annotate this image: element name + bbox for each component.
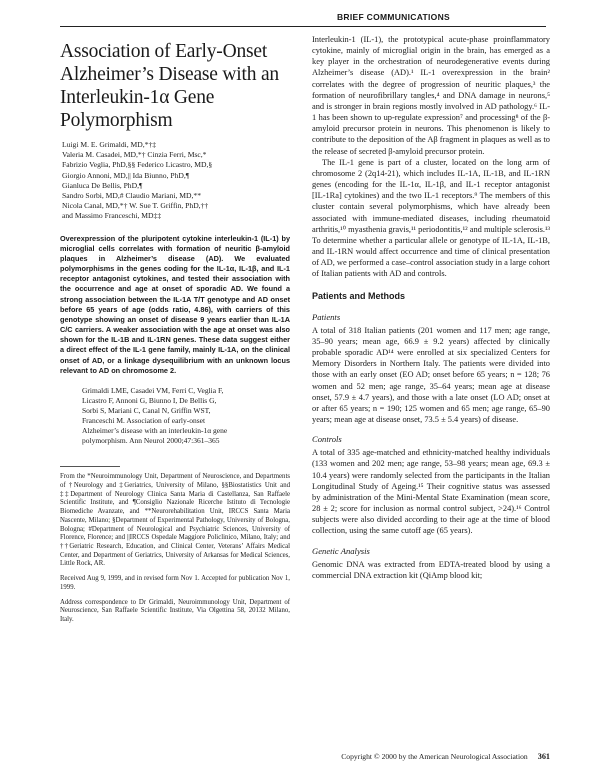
- abstract: Overexpression of the pluripotent cytokine interleukin-1 (IL-1) by microglial cells correlates with formation of neuritic β-amyloid plaques in Alzheimer’s disease (AD). We evaluated polymorphisms in the genes coding for the IL-1α, IL-1β, and IL-1 receptor antagonist cytokines, and tested their association with the occurrence and age at onset of sporadic AD. We found a strong association between the IL-1A T/T genotype and AD onset before 65 years of age (odds ratio, 4.86), with carriers of this genotype showing an onset of disease 9 years earlier than IL-1A C/C carriers. A weaker association with the age at onset was also shown for the IL-1B and IL-1RN genes. These data suggest either a direct effect of the IL-1 gene family, mainly IL-1A, on the clinical onset of AD, or a linkage dysequilibrium with an unknown locus relevant to AD on chromosome 2.: [60, 233, 290, 375]
- footnote-rule: [60, 466, 120, 467]
- patients-paragraph: A total of 318 Italian patients (201 women and 117 men; age range, 35–90 years; mean age, 66.9 ± 9.2 years) affected by clinically probable sporadic AD¹⁴ were enrolled at six specialized Centers for Memory Disorders in Northern Italy. The patients were divided into those with an early onset (EO AD; onset before 65 years; n = 128; 76 women and 52 men; age range, 35–64 years; mean age at disease onset, 57.9 ± 4.7 years), and those with a late onset (LO AD; onset at or after 65 years; n = 190; 125 women and 65 men; age range, 65–90 years; mean age at disease onset, 73.5 ± 5.4 years) of disease.: [312, 325, 550, 424]
- intro-paragraph: Interleukin-1 (IL-1), the prototypical acute-phase proinflammatory cytokine, mainly of microglial origin in the brain, has emerged as a key player in the orchestration of neurodegenerative events during Alzheimer’s disease (AD).¹ IL-1 overexpression in the brain² correlates with the degree of progression of neuritic plaques,³ the formation of neurofibrillary tangles,⁴ and DNA damage in neurons,⁵ and is stronger in brain regions mostly involved in AD pathology.⁶ IL-1 has been shown to up-regulate expression⁷ and processing⁸ of the β-amyloid precursor protein in neurons. This phenomenon is likely to contribute to the deposition of the Aβ fragment in plaques as well as to the release of secreted β-amyloid precursor protein.: [312, 35, 550, 156]
- correspondence-footnote: Address correspondence to Dr Grimaldi, Neuroimmunology Unit, Department of Neuroscience, San Raffaele Scientific Institute, Via Olgettina 58, 20132 Milano, Italy.: [60, 598, 290, 623]
- subsection-heading: Genetic Analysis: [312, 545, 370, 556]
- controls-paragraph: A total of 335 age-matched and ethnicity-matched healthy individuals (133 women and 202 men; age range, 53–98 years; mean age, 69.3 ± 10.4 years) were randomly selected from the participants in the Italian Longitudinal Study of Ageing.¹⁵ Their cognitive status was assessed by administration of the Mini-Mental State Examination (mean score, 28 ± 2; score for inclusion as normal control subject, >24).¹⁶ Control subjects were also divided according to their age at the time of blood collection, using the same cutoff age (65 years).: [312, 448, 550, 536]
- author-line: Luigi M. E. Grimaldi, MD,*†‡: [62, 140, 157, 149]
- subsection-heading: Patients: [312, 311, 341, 322]
- author-line: Giorgio Annoni, MD,|| Ida Biunno, PhD,¶: [62, 170, 190, 180]
- author-line: Sandro Sorbi, MD,# Claudio Mariani, MD,**: [62, 191, 202, 201]
- page-footer: [312, 752, 550, 761]
- title-line: Alzheimer’s Disease with an: [60, 64, 279, 85]
- article-title: [60, 40, 290, 132]
- author-line: Valeria M. Casadei, MD,*† Cinzia Ferri, Msc,*: [62, 150, 207, 160]
- genetic-paragraph: Genomic DNA was extracted from EDTA-treated blood by using a commercial DNA extraction kit (QiAmp blood kit;: [312, 559, 550, 580]
- citation-line: Licastro F, Annoni G, Biunno I, De Bellis G,: [82, 395, 217, 405]
- author-line: Nicola Canal, MD,*† W. Sue T. Griffin, PhD,††: [62, 201, 209, 211]
- author-list: [60, 140, 290, 222]
- author-line: Gianluca De Bellis, PhD,¶: [62, 180, 143, 190]
- citation-line: Alzheimer’s disease with an interleukin-1α gene: [82, 426, 228, 436]
- title-line: Association of Early-Onset: [60, 41, 268, 62]
- header-rule: [60, 26, 546, 27]
- section-heading: Patients and Methods: [312, 291, 406, 302]
- citation-line: Franceschi M. Association of early-onset: [82, 416, 206, 426]
- intro-paragraph: The IL-1 gene is part of a cluster, located on the long arm of chromosome 2 (2q14-21), which includes IL-1A, IL-1B, and IL-1RN genes (encoding for the IL-1α, IL-1β, and IL-1 receptor antagonist [IL-1Ra] cytokines) and the two IL-1 receptors.⁹ The members of this cluster contain several polymorphisms, which have already been associated with immune-mediated diseases, including rheumatoid arthritis,¹⁰ myasthenia gravis,¹¹ periodontitis,¹² and multiple sclerosis.¹³ To determine whether a particular allele or genotype of IL-1A, IL-1B, and IL-1RN would affect occurrence and time of clinical presentation of AD, we performed a case–control association study in a large cohort of Italian patients with AD and controls.: [312, 157, 550, 279]
- citation-line: polymorphism. Ann Neurol 2000;47:361–365: [82, 436, 220, 446]
- author-line: Fabrizio Veglia, PhD,§§ Federico Licastro, MD,§: [62, 160, 213, 170]
- section-label: BRIEF COMMUNICATIONS: [336, 12, 450, 22]
- title-line: Polymorphism: [60, 110, 173, 131]
- page-number: 361: [537, 752, 550, 761]
- right-column: [312, 34, 550, 581]
- copyright-notice: Copyright © 2000 by the American Neurological Association: [341, 752, 528, 761]
- title-line: Interleukin-1α Gene: [60, 87, 215, 108]
- affiliations-footnote: From the *Neuroimmunology Unit, Department of Neuroscience, and Departments of †Neurology and ‡Geriatrics, University of Milano, §§Biostatistics Unit and ‡‡Department of Neurology Clinica Santa Maria di Castellanza, San Raffaele Scientific Institute, and ¶Consiglio Nazionale Ricerche Istituto di Tecnologie Biomediche Avanzate, and **Neurorehabilitation Unit, IRCCS Santa Maria Nascente, Milano; §Department of Experimental Pathology, University of Bologna, Bologna; #Department of Neurological and Psychiatric Sciences, University of Florence, Florence; and ||IRCCS Ospedale Maggiore Policlinico, Milano, Italy; and ††Geriatric Research, Education, and Clinical Center, Veterans’ Affairs Medical Center, and Department of Geriatrics, University of Arkansas for Medical Sciences, Little Rock, AR.: [60, 473, 290, 568]
- received-footnote: Received Aug 9, 1999, and in revised form Nov 1. Accepted for publication Nov 1, 1999.: [60, 575, 290, 591]
- author-line: and Massimo Franceschi, MD‡‡: [62, 211, 162, 221]
- citation: [60, 386, 290, 447]
- subsection-heading: Controls: [312, 434, 342, 445]
- citation-line: Grimaldi LME, Casadei VM, Ferri C, Veglia F,: [82, 385, 224, 395]
- left-column: [60, 34, 290, 631]
- citation-line: Sorbi S, Mariani C, Canal N, Griffin WST,: [82, 406, 211, 415]
